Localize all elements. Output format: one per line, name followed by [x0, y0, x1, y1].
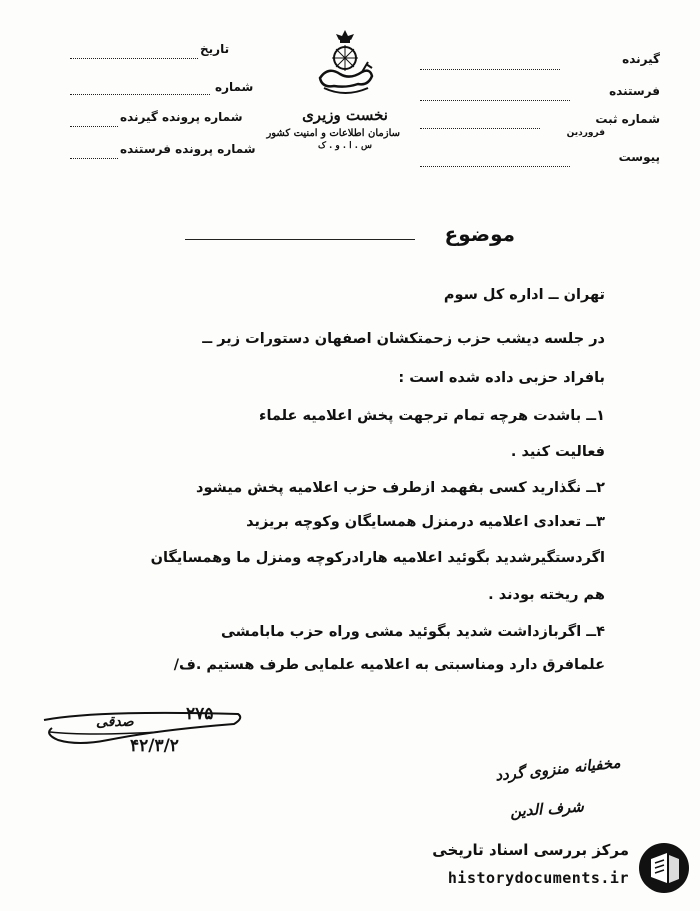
- field-date-rule: [70, 58, 198, 59]
- field-date: تاریخ: [200, 42, 230, 56]
- field-registration-number: شماره ثبت: [595, 112, 660, 126]
- subject-line: [185, 222, 515, 252]
- emblem-title: نخست وزیری: [302, 106, 388, 124]
- emblem-code: س . ا . و . ک: [317, 141, 373, 151]
- watermark-title: مرکز بررسی اسناد تاریخی: [432, 841, 629, 859]
- field-receiver: گیرنده: [622, 52, 660, 66]
- field-receiver-file-rule: [70, 126, 118, 127]
- field-attachment: پیوست: [618, 150, 660, 164]
- subject-rule: [185, 239, 415, 240]
- field-receiver-file-number: شماره پرونده گیرنده: [120, 110, 243, 124]
- body-line-5: فعالیت کنید .: [510, 444, 605, 460]
- body-line-6: ۲ــ نگذارید کسی بفهمد ازطرف حزب اعلامیه پخش میشود: [196, 480, 605, 496]
- field-sender-file-number: شماره پرونده فرستنده: [120, 142, 256, 156]
- body-line-4: ۱ــ باشدت هرچه تمام ترجهت پخش اعلامیه علماء: [259, 408, 605, 424]
- lion-and-sun-icon: [310, 28, 380, 100]
- field-sender-rule: [420, 100, 570, 101]
- emblem-organization: سازمان اطلاعات و امنیت کشور: [266, 128, 400, 139]
- stamp-label: صدقی: [96, 714, 134, 730]
- subject-label: موضوع: [444, 222, 515, 246]
- field-receiver-rule: [420, 69, 560, 70]
- field-number-rule: [70, 94, 210, 95]
- body-line-7: ۳ــ تعدادی اعلامیه درمنزل همسایگان وکوچه بریزید: [246, 514, 605, 530]
- body-line-11: علمافرق دارد ومناسبتی به اعلامیه علمایی طرف هستیم .ف/: [173, 657, 605, 673]
- watermark-url: historydocuments.ir: [447, 869, 629, 887]
- field-attachment-rule: [420, 166, 570, 167]
- archive-watermark: [415, 835, 695, 905]
- body-line-10: ۴ــ اگربازداشت شدید بگوئید مشی وراه حزب مابامشی: [221, 624, 605, 640]
- archive-logo-icon: [637, 841, 691, 895]
- field-sender-file-rule: [70, 158, 118, 159]
- field-sender: فرستنده: [609, 84, 660, 98]
- body-line-3: بافراد حزبی داده شده است :: [398, 370, 605, 386]
- field-registration-sub: فروردین: [566, 128, 605, 138]
- field-registration-rule: [420, 128, 540, 129]
- body-line-8: اگردستگیرشدید بگوئید اعلامیه هارادرکوچه ومنزل ما وهمسایگان: [150, 550, 605, 566]
- handwritten-note: مخفیانه منزوی گردد: [494, 753, 622, 785]
- government-emblem: [266, 28, 400, 178]
- field-number: شماره: [215, 80, 254, 94]
- body-line-2: در جلسه دیشب حزب زحمتکشان اصفهان دستورات زیر ــ: [202, 331, 605, 347]
- stamp-number: ۲۷۵: [186, 704, 214, 724]
- handwritten-signature: شرف الدین: [509, 797, 585, 821]
- stamp-date: ۴۲/۳/۲: [130, 736, 179, 756]
- body-line-9: هم ریخته بودند .: [488, 587, 605, 603]
- file-stamp: [38, 700, 248, 762]
- body-line-1: تهران ــ اداره کل سوم: [443, 287, 605, 303]
